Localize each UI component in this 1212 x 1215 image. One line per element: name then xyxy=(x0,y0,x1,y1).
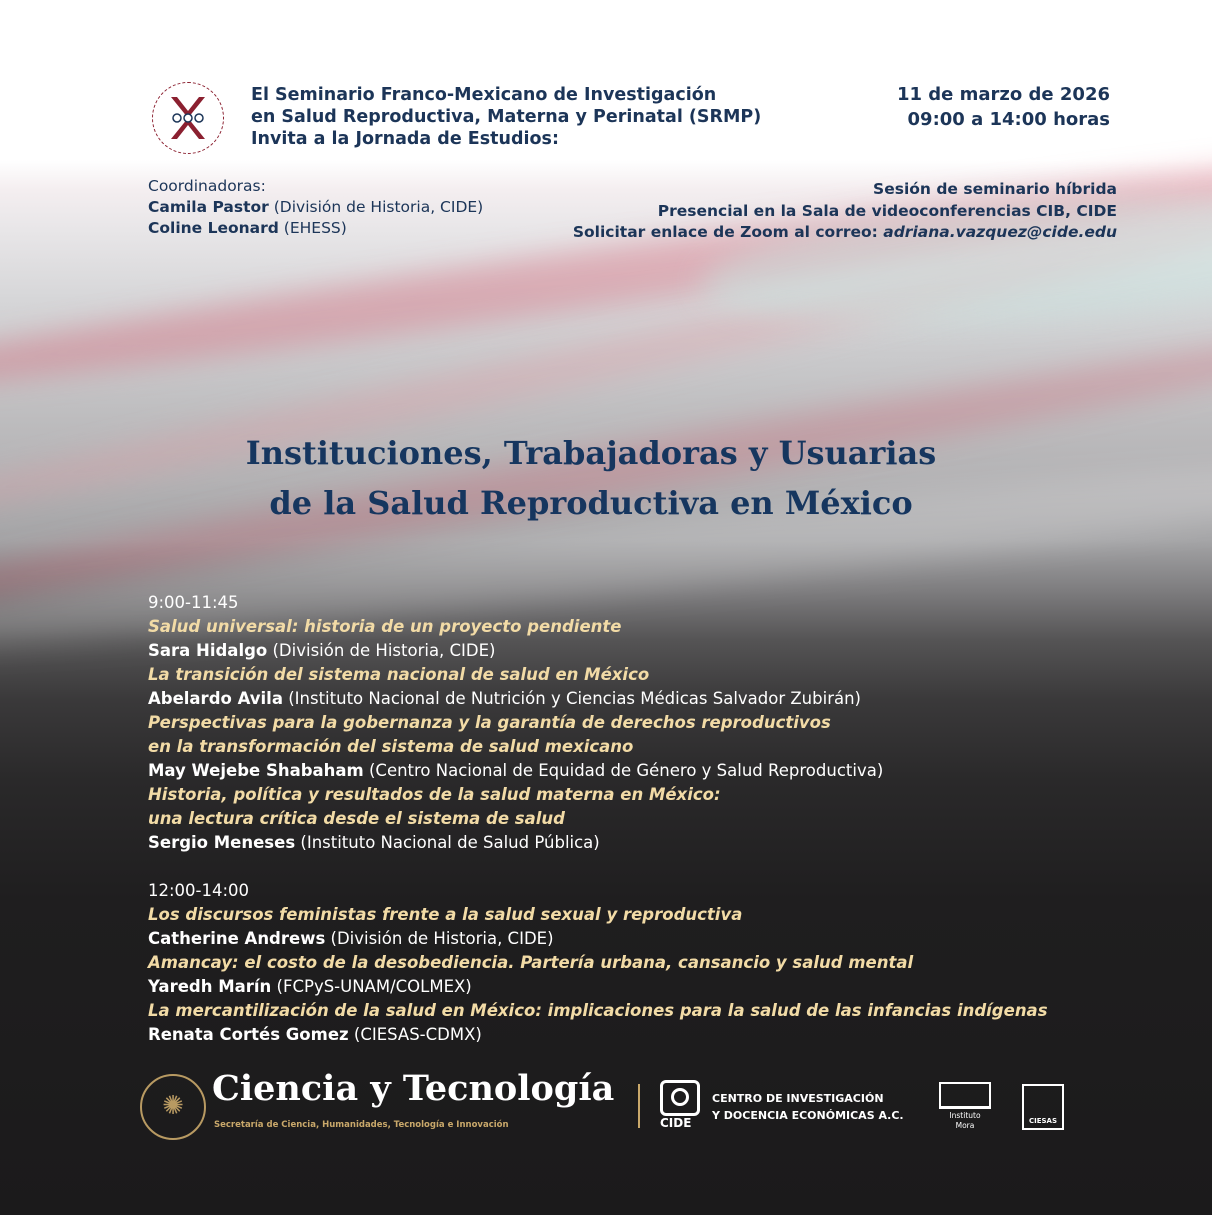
program xyxy=(148,591,1158,1047)
session-info xyxy=(573,179,1117,244)
sponsor-logos xyxy=(140,1068,1070,1136)
talk-title: una lectura crítica desde el sistema de salud xyxy=(148,809,565,828)
event-date-block xyxy=(897,82,1110,132)
coordinators xyxy=(148,176,483,239)
title-line: Instituciones, Trabajadoras y Usuarias xyxy=(245,434,937,472)
ciencia-tecnologia-logo: Ciencia y Tecnología xyxy=(212,1068,615,1109)
header-line: El Seminario Franco-Mexicano de Investigación xyxy=(251,85,717,105)
speaker: Catherine Andrews (División de Historia, CIDE) xyxy=(148,929,554,948)
block-time: 12:00-14:00 xyxy=(148,881,250,900)
srmp-logo xyxy=(152,82,224,154)
instituto-mora-logo: Instituto Mora xyxy=(938,1082,992,1131)
speaker: May Wejebe Shabaham (Centro Nacional de Equidad de Género y Salud Reproductiva) xyxy=(148,761,884,780)
building-icon xyxy=(939,1082,991,1109)
event-title xyxy=(0,428,1182,528)
talk-title: Amancay: el costo de la desobediencia. Partería urbana, cansancio y salud mental xyxy=(148,953,914,972)
talk-title: Perspectivas para la gobernanza y la garantía de derechos reproductivos xyxy=(148,713,831,732)
speaker: Sara Hidalgo (División de Historia, CIDE) xyxy=(148,641,496,660)
cide-icon xyxy=(660,1080,700,1116)
session-venue: Presencial en la Sala de videoconferencias CIB, CIDE xyxy=(657,201,1117,220)
divider xyxy=(638,1084,640,1128)
talk-title: Salud universal: historia de un proyecto pendiente xyxy=(148,617,622,636)
block-time: 9:00-11:45 xyxy=(148,593,239,612)
talk-title: La transición del sistema nacional de salud en México xyxy=(148,665,650,684)
contact-email[interactable]: adriana.vazquez@cide.edu xyxy=(883,223,1117,241)
header-line: en Salud Reproductiva, Materna y Perinatal (SRMP) xyxy=(251,107,762,127)
secihti-caption: Secretaría de Ciencia, Humanidades, Tecnología e Innovación xyxy=(214,1120,509,1130)
speaker: Sergio Meneses (Instituto Nacional de Salud Pública) xyxy=(148,833,600,852)
event-date: 11 de marzo de 2026 xyxy=(896,84,1110,105)
coordinator: Camila Pastor (División de Historia, CIDE) xyxy=(148,198,484,216)
cide-full-name: CENTRO DE INVESTIGACIÓN Y DOCENCIA ECONÓMICAS A.C. xyxy=(712,1092,904,1122)
spacer xyxy=(148,855,1158,879)
mexico-seal-icon: ✺ xyxy=(140,1074,206,1140)
event-time: 09:00 a 14:00 horas xyxy=(907,109,1110,130)
coordinators-label: Coordinadoras: xyxy=(148,177,266,195)
speaker: Abelardo Avila (Instituto Nacional de Nutrición y Ciencias Médicas Salvador Zubirán) xyxy=(148,689,861,708)
talk-title: Historia, política y resultados de la salud materna en México: xyxy=(148,785,721,804)
invitation-header xyxy=(251,84,761,150)
session-type: Sesión de seminario híbrida xyxy=(873,180,1117,198)
session-zoom: Solicitar enlace de Zoom al correo: adriana.vazquez@cide.edu xyxy=(572,223,1117,241)
speaker: Yaredh Marín (FCPyS-UNAM/COLMEX) xyxy=(148,977,472,996)
talk-title: Los discursos feministas frente a la salud sexual y reproductiva xyxy=(148,905,743,924)
speaker: Renata Cortés Gomez (CIESAS-CDMX) xyxy=(148,1025,482,1044)
coordinator: Coline Leonard (EHESS) xyxy=(148,219,347,237)
talk-title: en la transformación del sistema de salud mexicano xyxy=(148,737,634,756)
ciesas-logo: CIESAS xyxy=(1022,1084,1064,1130)
title-line: de la Salud Reproductiva en México xyxy=(269,484,913,522)
cide-logo-text: CIDE xyxy=(660,1116,692,1130)
header-line: Invita a la Jornada de Estudios: xyxy=(251,129,559,149)
talk-title: La mercantilización de la salud en México: implicaciones para la salud de las infancias indígenas xyxy=(148,1001,1048,1020)
